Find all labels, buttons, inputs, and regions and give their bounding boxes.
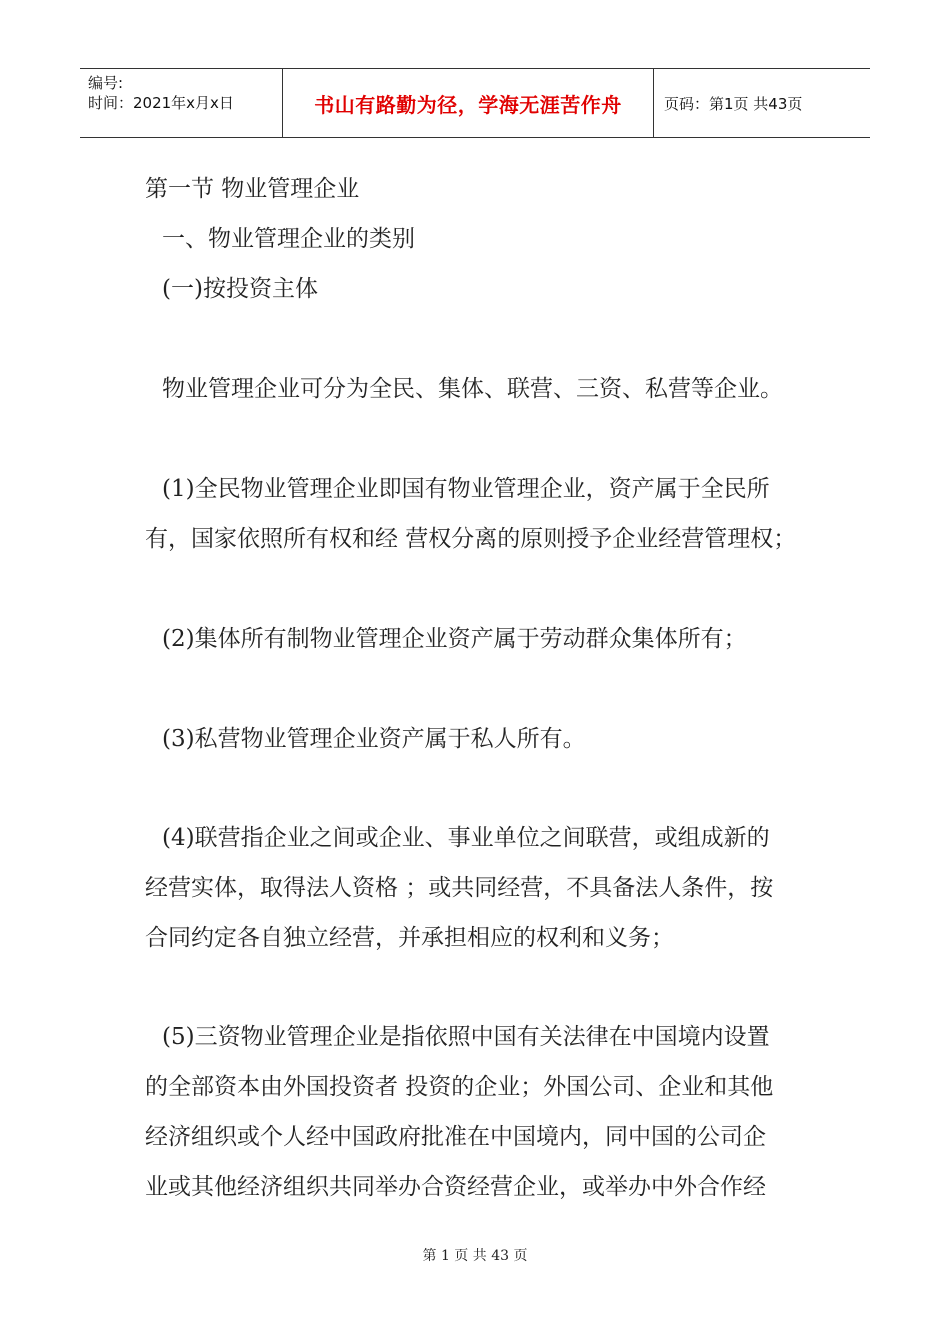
paragraph-5-line-1: (5)三资物业管理企业是指依照中国有关法律在中国境内设置	[162, 1024, 770, 1050]
paragraph-5-line-2: 的全部资本由外国投资者 投资的企业；外国公司、企业和其他	[145, 1074, 774, 1100]
paragraph-1-line-2: 有，国家依照所有权和经 营权分离的原则授予企业经营管理权；	[145, 526, 797, 552]
page-header	[80, 68, 870, 138]
document-time-label: 时间：2021年x月x日	[88, 94, 234, 112]
document-number-label: 编号:	[88, 74, 124, 92]
paragraph-4-line-3: 合同约定各自独立经营，并承担相应的权利和义务；	[145, 925, 674, 951]
paragraph-5-line-4: 业或其他经济组织共同举办合资经营企业，或举办中外合作经	[145, 1174, 766, 1200]
header-page-info: 页码：第1页 共43页	[664, 94, 803, 113]
category-heading: 一、物业管理企业的类别	[162, 226, 415, 252]
subheading: (一)按投资主体	[162, 276, 318, 302]
page-footer: 第 1 页 共 43 页	[422, 1248, 528, 1264]
paragraph-2: (2)集体所有制物业管理企业资产属于劳动群众集体所有；	[162, 626, 747, 652]
header-motto: 书山有路勤为径，学海无涯苦作舟	[282, 69, 654, 137]
paragraph-5-line-3: 经济组织或个人经中国政府批准在中国境内，同中国的公司企	[145, 1124, 766, 1150]
paragraph-1-line-1: (1)全民物业管理企业即国有物业管理企业，资产属于全民所	[162, 476, 770, 502]
paragraph-4-line-2: 经营实体，取得法人资格 ；或共同经营，不具备法人条件，按	[145, 875, 774, 901]
paragraph-4-line-1: (4)联营指企业之间或企业、事业单位之间联营，或组成新的	[162, 825, 770, 851]
paragraph-3: (3)私营物业管理企业资产属于私人所有。	[162, 726, 586, 752]
section-title: 第一节 物业管理企业	[145, 176, 360, 202]
header-meta	[80, 69, 282, 137]
intro-paragraph: 物业管理企业可分为全民、集体、联营、三资、私营等企业。	[162, 376, 783, 402]
